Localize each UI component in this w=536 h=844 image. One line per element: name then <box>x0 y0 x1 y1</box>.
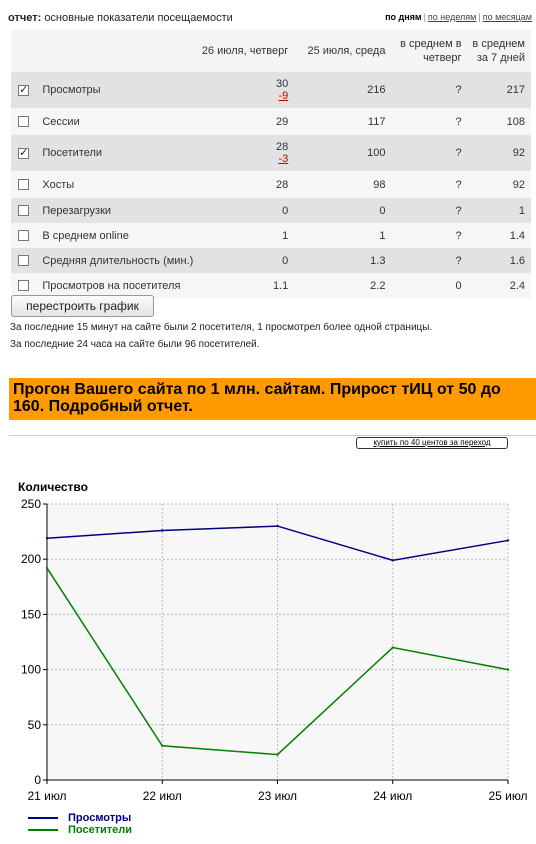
value-v3: ? <box>455 84 462 96</box>
y-tick-label: 0 <box>34 773 41 787</box>
row-checkbox-cell <box>11 248 36 273</box>
value-diff-link[interactable]: -3 <box>278 153 289 165</box>
column-header-name <box>36 30 195 72</box>
value-day1 <box>195 273 294 298</box>
value-day1-number: 28 <box>275 141 289 153</box>
y-tick-label: 250 <box>20 497 41 511</box>
metric-checkbox[interactable] <box>18 116 29 127</box>
value-day1 <box>195 135 294 171</box>
value-day1 <box>195 223 294 248</box>
value-v2: 117 <box>367 115 386 128</box>
metric-checkbox[interactable] <box>18 85 29 96</box>
value-v4: 92 <box>512 178 525 191</box>
period-link-days[interactable]: по дням <box>385 12 422 22</box>
value-v3: ? <box>455 147 462 159</box>
value-v3: ? <box>455 115 462 128</box>
metric-checkbox[interactable] <box>18 255 29 266</box>
period-link-weeks[interactable]: по неделям <box>427 12 477 22</box>
column-header-day2 <box>294 30 391 72</box>
data-point <box>46 537 48 539</box>
data-point <box>507 668 509 670</box>
y-tick-label: 100 <box>20 662 41 677</box>
value-day1-number: 29 <box>275 115 289 128</box>
table-row <box>11 108 531 135</box>
metric-name: Хосты <box>42 178 75 191</box>
stats-table <box>11 30 531 298</box>
value-v4: 1.4 <box>509 229 525 242</box>
legend-swatch <box>28 817 58 819</box>
metric-name: Сессии <box>42 115 80 128</box>
value-v3: 0 <box>455 279 462 292</box>
row-checkbox-cell <box>11 171 36 198</box>
period-link-months[interactable]: по месяцам <box>482 12 532 22</box>
metric-name: В среднем online <box>42 229 129 242</box>
value-day1 <box>195 198 294 223</box>
x-tick-label: 22 июл <box>142 789 182 803</box>
metric-name: Перезагрузки <box>42 204 112 217</box>
data-point <box>46 567 48 569</box>
row-checkbox-cell <box>11 108 36 135</box>
table-row <box>11 135 531 171</box>
data-point <box>276 525 278 527</box>
value-v4: 2.4 <box>509 279 525 292</box>
value-day1 <box>195 171 294 198</box>
period-separator: | <box>478 12 481 22</box>
column-header-label: в среднем в четверг <box>400 38 462 64</box>
metric-name: Посетители <box>42 147 103 159</box>
column-header-avg-thursday <box>391 30 467 72</box>
x-tick-label: 21 июл <box>27 789 67 803</box>
value-v3: ? <box>455 204 462 217</box>
data-point <box>392 559 394 561</box>
period-separator: | <box>423 12 426 22</box>
report-title-area <box>8 12 233 24</box>
value-day1-number: 0 <box>282 254 289 267</box>
legend-label: Просмотры <box>68 812 132 824</box>
row-checkbox-cell <box>11 198 36 223</box>
table-header-row <box>11 30 531 72</box>
value-day1-number: 28 <box>275 178 289 191</box>
value-day1-number: 1 <box>282 229 289 242</box>
table-row <box>11 171 531 198</box>
legend-item <box>28 812 132 824</box>
row-checkbox-cell <box>11 135 36 171</box>
value-day1-number: 30 <box>275 78 289 90</box>
report-label: отчет: <box>8 12 42 24</box>
data-point <box>161 745 163 747</box>
value-v4: 1.6 <box>509 254 525 267</box>
value-v2: 1.3 <box>370 254 386 267</box>
metric-checkbox[interactable] <box>18 179 29 190</box>
x-tick-label: 23 июл <box>257 789 298 803</box>
metric-name: Средняя длительность (мин.) <box>42 254 194 267</box>
value-day1 <box>195 248 294 273</box>
promo-banner[interactable]: Прогон Вашего сайта по 1 млн. сайтам. Прирост тИЦ от 50 до 160. Подробный отчет. <box>9 378 536 420</box>
buy-traffic-button[interactable]: купить по 40 центов за переход <box>356 437 508 449</box>
value-day1 <box>195 108 294 135</box>
value-day1-number: 0 <box>282 204 289 217</box>
value-diff-link[interactable]: -9 <box>278 90 289 102</box>
value-day1-number: 1.1 <box>272 279 289 292</box>
column-header-label: 26 июля, четверг <box>201 45 289 57</box>
value-v2: 0 <box>379 204 386 217</box>
period-switcher <box>385 12 532 22</box>
y-tick-label: 150 <box>20 607 41 622</box>
value-v4: 92 <box>512 147 525 159</box>
y-tick-label: 200 <box>20 552 41 567</box>
row-checkbox-cell <box>11 223 36 248</box>
metric-checkbox[interactable] <box>18 230 29 241</box>
column-header-label: 25 июля, среда <box>307 45 386 57</box>
value-v2: 98 <box>373 178 386 191</box>
chart-area <box>0 470 536 844</box>
rebuild-chart-button[interactable]: перестроить график <box>11 295 154 317</box>
column-header-day1 <box>195 30 294 72</box>
value-v4: 1 <box>518 204 525 217</box>
legend-item <box>28 824 132 836</box>
recent-24h-note: За последние 24 часа на сайте были 96 посетителей. <box>10 339 260 350</box>
table-row <box>11 223 531 248</box>
legend-swatch <box>28 829 58 831</box>
x-tick-label: 24 июл <box>373 789 413 803</box>
chart-legend <box>28 812 132 836</box>
column-header-check <box>11 30 36 72</box>
divider <box>9 435 536 436</box>
value-v2: 2.2 <box>370 279 386 292</box>
value-v4: 108 <box>506 115 525 128</box>
value-v3: ? <box>455 178 462 191</box>
value-v2: 216 <box>367 84 386 96</box>
metric-name: Просмотров на посетителя <box>42 279 181 292</box>
x-tick-label: 25 июл <box>488 789 528 803</box>
column-header-avg-7days <box>468 30 531 72</box>
table-row <box>11 198 531 223</box>
value-v2: 1 <box>379 229 386 242</box>
column-header-label: в среднем за 7 дней <box>472 38 525 64</box>
metric-name: Просмотры <box>42 84 101 96</box>
data-point <box>276 753 278 755</box>
metric-checkbox[interactable] <box>18 280 29 291</box>
metric-checkbox[interactable] <box>18 148 29 159</box>
table-row <box>11 72 531 108</box>
report-title: основные показатели посещаемости <box>44 12 233 24</box>
line-chart <box>0 470 536 844</box>
value-v3: ? <box>455 229 462 242</box>
recent-15min-note: За последние 15 минут на сайте были 2 посетителя, 1 просмотрел более одной страницы. <box>10 322 433 333</box>
data-point <box>507 539 509 541</box>
row-checkbox-cell <box>11 72 36 108</box>
value-v2: 100 <box>367 147 386 159</box>
y-tick-label: 50 <box>27 717 41 732</box>
value-v4: 217 <box>506 84 525 96</box>
data-point <box>392 646 394 648</box>
metric-checkbox[interactable] <box>18 205 29 216</box>
value-v3: ? <box>455 254 462 267</box>
legend-label: Посетители <box>68 824 132 836</box>
data-point <box>161 529 163 531</box>
chart-title: Количество <box>18 480 88 494</box>
table-row <box>11 248 531 273</box>
report-header <box>8 12 532 28</box>
value-day1 <box>195 72 294 108</box>
